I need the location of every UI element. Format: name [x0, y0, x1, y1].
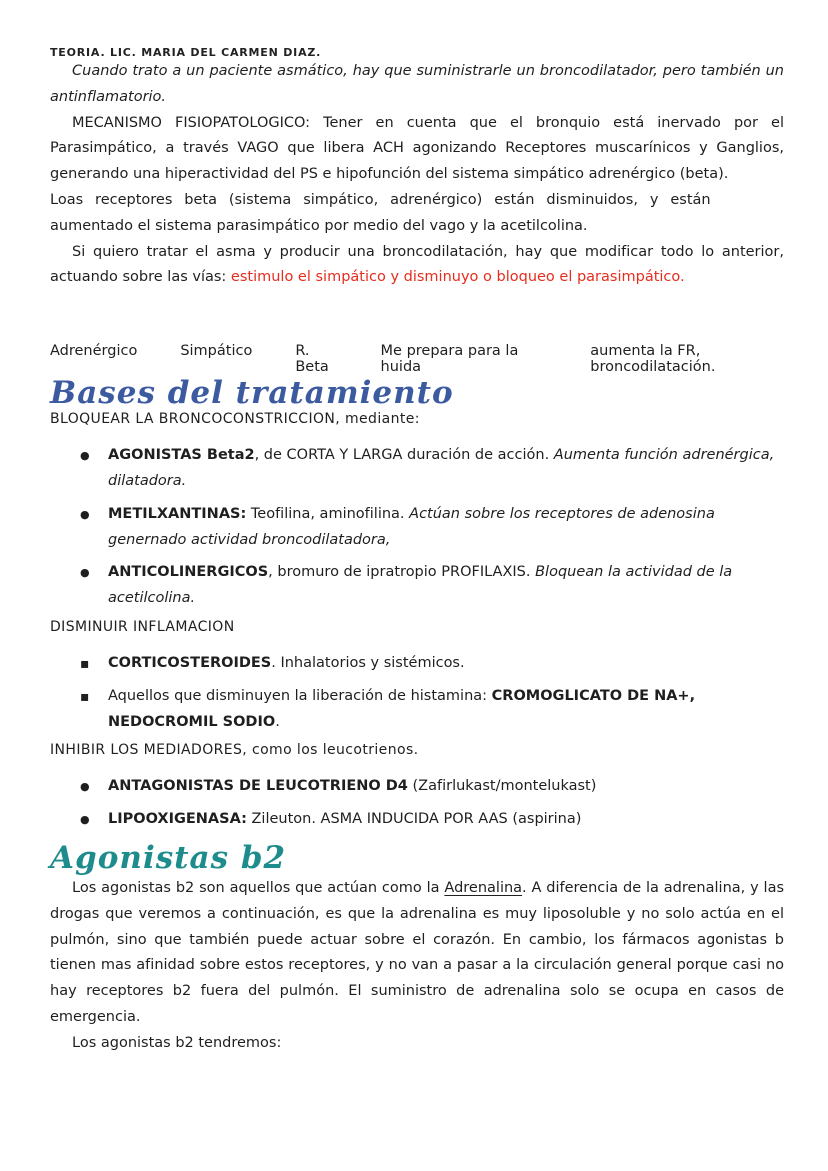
term-fr: aumenta la FR, broncodilatación.: [590, 343, 716, 376]
list-item-antagonistas-d4: [50, 774, 784, 800]
section-heading-agonistas: Agonistas b2: [50, 839, 287, 876]
list-item-corticosteroides: [50, 651, 784, 677]
item-text: , bromuro de ipratropio PROFILAXIS.: [268, 564, 536, 581]
item-text: Zileuton. ASMA INDUCIDA POR AAS (aspirina): [246, 811, 582, 828]
item-text: . Inhalatorios y sistémicos.: [271, 654, 465, 671]
section-heading-bases: Bases del tratamiento: [50, 375, 454, 412]
list-item-lipooxigenasa: [50, 807, 784, 833]
bullet-dot-icon: ●: [80, 507, 90, 521]
item-bold-text: CORTICOSTEROIDES: [108, 654, 272, 671]
item-italic-text: Actúan sobre los receptores de adenosina genernado actividad broncodilatadora,: [108, 505, 715, 548]
agonists-paragraph: [50, 876, 784, 1031]
bullet-dot-icon: ●: [80, 813, 90, 827]
list-item-agonistas-beta2: [50, 443, 784, 495]
bullet-square-icon: ▪: [80, 688, 90, 705]
list-mediadores: [50, 774, 784, 833]
block-label-disminuir: DISMINUIR INFLAMACION: [50, 618, 235, 635]
list-item-anticolinergicos: [50, 560, 784, 612]
list-item-histamina: [50, 684, 784, 736]
pathways-text: Si quiero tratar el asma y producir una broncodilatación, hay que modificar todo lo anterior, actuando sobre las vías:: [50, 243, 784, 286]
item-bold-text: AGONISTAS Beta2: [108, 447, 255, 464]
bullet-square-icon: ▪: [80, 655, 90, 672]
term-adrenergico: Adrenérgico: [50, 343, 138, 360]
term-simpatico: Simpático: [180, 343, 253, 360]
pathways-paragraph: [50, 240, 784, 292]
list-item-metilxantinas: [50, 502, 784, 554]
list-broncoconstriction: [50, 443, 784, 612]
item-bold-text: LIPOOXIGENASA:: [108, 811, 247, 828]
bullet-dot-icon: ●: [80, 449, 90, 463]
term-r-beta: R. Beta: [295, 343, 329, 376]
block-label-bloquear: BLOQUEAR LA BRONCOCONSTRICCION, mediante:: [50, 411, 420, 428]
item-bold-text: ANTICOLINERGICOS: [108, 564, 269, 581]
receptors-paragraph: Loas receptores beta (sistema simpático, adrenérgico) están disminuidos, y están aumentado el sistema parasimpático por medio del vago y la acetilcolina.: [50, 191, 711, 234]
intro-paragraph: Cuando trato a un paciente asmático, hay que suministrarle un broncodilatador, pero también un antinflamatorio.: [50, 63, 784, 105]
item-text: Aquellos que disminuyen la liberación de histamina:: [108, 687, 492, 704]
list-inflamacion: [50, 651, 784, 735]
terms-row: [50, 343, 784, 375]
term-huida: Me prepara para la huida: [380, 343, 519, 376]
item-bold-text: ANTAGONISTAS DE LEUCOTRIENO D4: [108, 778, 408, 795]
item-italic-text: Bloquean la actividad de la acetilcolina.: [108, 564, 733, 607]
item-italic-text: Aumenta función adrenérgica, dilatadora.: [108, 447, 775, 489]
underlined-term-adrenalina: Adrenalina: [444, 879, 523, 896]
agonists-text: Los agonistas b2 son aquellos que actúan como la: [72, 879, 445, 896]
agonists-text-continued: . A diferencia de la adrenalina, y las drogas que veremos a continuación, es que la adrenalina es muy liposoluble y no solo actúa en el pulmón, sino que también puede actuar sobre el corazón. En cambio, los fármacos agonistas b tienen mas afinidad sobre estos receptores, y no van a pasar a la circulación general porque casi no hay receptores b2 fuera del pulmón. El suministro de adrenalina solo se ocupa en casos de emergencia.: [50, 879, 785, 1025]
item-text: , de CORTA Y LARGA duración de acción.: [254, 447, 554, 464]
item-bold-text: METILXANTINAS:: [108, 505, 247, 522]
item-text-end: .: [275, 713, 280, 730]
mechanism-paragraph: MECANISMO FISIOPATOLOGICO: Tener en cuenta que el bronquio está inervado por el Parasimpático, a través VAGO que libera ACH agonizando Receptores muscarínicos y Ganglios, generando una hiperactividad del PS e hipofunción del sistema simpático adrenérgico (beta).: [50, 114, 784, 183]
highlight-red-text: estimulo el simpático y disminuyo o bloqueo el parasimpático.: [230, 269, 685, 286]
item-text: (Zafirlukast/montelukast): [407, 778, 597, 795]
doc-header: TEORIA. LIC. MARIA DEL CARMEN DIAZ.: [50, 46, 322, 59]
closing-line: Los agonistas b2 tendremos:: [72, 1034, 282, 1051]
bullet-dot-icon: ●: [80, 566, 90, 580]
block-label-inhibir: INHIBIR LOS MEDIADORES, como los leucotrienos.: [50, 742, 419, 759]
bullet-dot-icon: ●: [80, 780, 90, 794]
item-bold-text: CROMOGLICATO DE NA+, NEDOCROMIL SODIO: [108, 687, 696, 730]
item-text: Teofilina, aminofilina.: [246, 505, 410, 522]
